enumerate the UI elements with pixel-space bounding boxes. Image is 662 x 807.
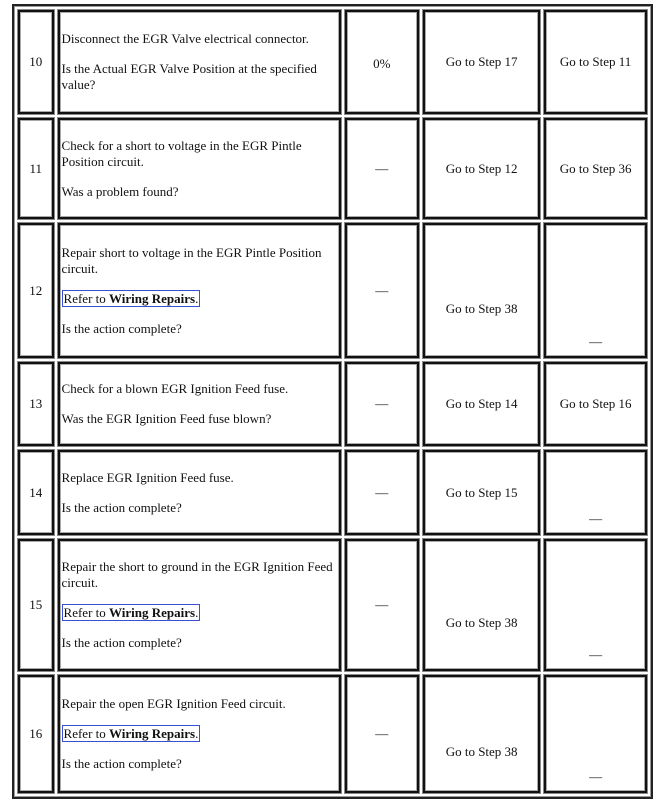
- yes-cell: Go to Step 14: [423, 362, 540, 446]
- action-text: Replace EGR Ignition Feed fuse.: [61, 469, 234, 485]
- wiring-repairs-link[interactable]: Refer to Wiring Repairs.: [63, 290, 199, 306]
- value-cell: —: [345, 362, 419, 446]
- action-text: Disconnect the EGR Valve electrical connector.: [61, 31, 309, 46]
- value-cell: —: [345, 450, 419, 535]
- diagnostic-table: [12, 4, 653, 799]
- no-cell: —: [544, 539, 647, 671]
- step-number: 11: [18, 118, 54, 219]
- step-number: 13: [18, 362, 54, 446]
- step-number: 10: [18, 10, 54, 114]
- action-text: Repair the short to ground in the EGR Ignition Feed circuit.: [61, 559, 333, 590]
- question-text: Was a problem found?: [61, 183, 179, 199]
- table-row: [18, 450, 647, 535]
- step-number: 15: [18, 539, 54, 671]
- table-row: [18, 675, 647, 793]
- link-text[interactable]: Wiring Repairs: [109, 605, 196, 620]
- wiring-repairs-link[interactable]: Refer to Wiring Repairs.: [63, 605, 199, 620]
- no-cell: —: [544, 450, 647, 535]
- action-text: Check for a blown EGR Ignition Feed fuse.: [61, 381, 289, 396]
- yes-cell: Go to Step 38: [423, 223, 540, 358]
- link-text[interactable]: Wiring Repairs: [109, 726, 196, 741]
- action-cell: [58, 362, 341, 446]
- table-row: [18, 10, 647, 114]
- action-cell: [58, 675, 341, 793]
- action-cell: [58, 223, 341, 358]
- table-row: [18, 539, 647, 671]
- question-text: Is the action complete?: [61, 635, 182, 650]
- action-text: Check for a short to voltage in the EGR Pintle Position circuit.: [61, 137, 302, 169]
- yes-cell: Go to Step 15: [423, 450, 540, 535]
- action-cell: [58, 539, 341, 671]
- yes-cell: Go to Step 17: [423, 10, 540, 114]
- value-cell: —: [345, 675, 419, 793]
- value-cell: 0%: [345, 10, 419, 114]
- action-text: Repair the open EGR Ignition Feed circuit.: [61, 696, 286, 711]
- table-row: [18, 118, 647, 219]
- link-text[interactable]: Wiring Repairs: [109, 290, 196, 306]
- question-text: Is the action complete?: [61, 499, 182, 515]
- question-text: Is the action complete?: [61, 756, 182, 771]
- value-cell: —: [345, 539, 419, 671]
- no-cell: —: [544, 223, 647, 358]
- table-row: [18, 223, 647, 358]
- action-cell: [58, 450, 341, 535]
- refer-text: Refer to: [63, 605, 110, 620]
- step-number: 14: [18, 450, 54, 535]
- question-text: Was the EGR Ignition Feed fuse blown?: [61, 411, 272, 426]
- no-cell: Go to Step 16: [544, 362, 647, 446]
- value-cell: —: [345, 118, 419, 219]
- step-number: 16: [18, 675, 54, 793]
- value-cell: —: [345, 223, 419, 358]
- yes-cell: Go to Step 38: [423, 539, 540, 671]
- refer-text: Refer to: [63, 726, 110, 741]
- question-text: Is the action complete?: [61, 320, 182, 336]
- question-text: Is the Actual EGR Valve Position at the specified value?: [61, 61, 317, 92]
- wiring-repairs-link[interactable]: Refer to Wiring Repairs.: [63, 726, 199, 741]
- action-cell: [58, 118, 341, 219]
- no-cell: —: [544, 675, 647, 793]
- yes-cell: Go to Step 12: [423, 118, 540, 219]
- no-cell: Go to Step 11: [544, 10, 647, 114]
- action-text: Repair short to voltage in the EGR Pintle Position circuit.: [61, 244, 322, 276]
- action-cell: [58, 10, 341, 114]
- yes-cell: Go to Step 38: [423, 675, 540, 793]
- table-row: [18, 362, 647, 446]
- step-number: 12: [18, 223, 54, 358]
- refer-text: Refer to: [63, 290, 110, 306]
- no-cell: Go to Step 36: [544, 118, 647, 219]
